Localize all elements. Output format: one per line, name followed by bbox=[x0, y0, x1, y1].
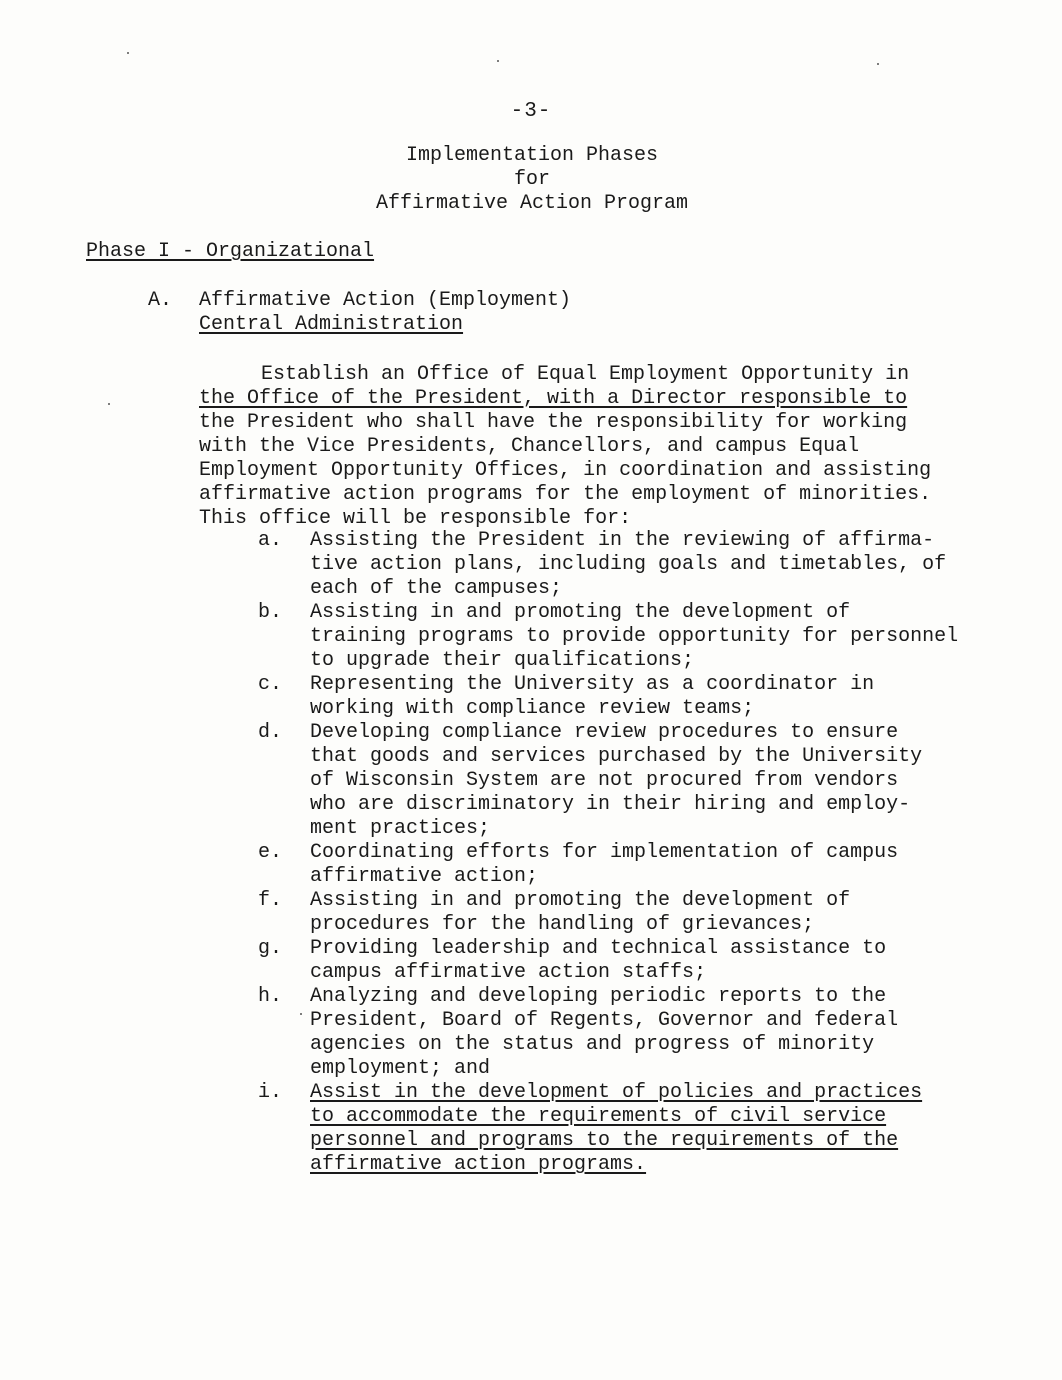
list-item-text bbox=[310, 529, 1018, 601]
list-item-text bbox=[310, 721, 1018, 841]
section-letter: A. bbox=[148, 289, 173, 312]
list-item-line: to upgrade their qualifications; bbox=[310, 649, 695, 672]
list-item-text bbox=[310, 985, 1018, 1081]
list-item-letter: d. bbox=[258, 721, 283, 744]
list-item-line: campus affirmative action staffs; bbox=[310, 961, 707, 984]
list-item-line: Assisting in and promoting the development of bbox=[310, 889, 851, 912]
list-item bbox=[258, 721, 1018, 841]
list-item bbox=[258, 937, 1018, 985]
intro-line: with the Vice Presidents, Chancellors, and campus Equal bbox=[199, 435, 860, 458]
title-line: Implementation Phases bbox=[405, 144, 659, 167]
list-item bbox=[258, 889, 1018, 937]
list-item-line: tive action plans, including goals and timetables, of bbox=[310, 553, 947, 576]
intro-line: affirmative action programs for the employment of minorities. bbox=[199, 483, 932, 506]
scan-speck bbox=[497, 60, 499, 62]
phase-heading: Phase I - Organizational bbox=[86, 240, 375, 263]
list-item bbox=[258, 1081, 1018, 1177]
list-item-line: of Wisconsin System are not procured from vendors bbox=[310, 769, 899, 792]
list-item-letter: c. bbox=[258, 673, 283, 696]
list-item-line: President, Board of Regents, Governor and federal bbox=[310, 1009, 899, 1032]
list-item-line: that goods and services purchased by the University bbox=[310, 745, 923, 768]
list-item-line: Assist in the development of policies and practices bbox=[310, 1081, 923, 1104]
intro-line: the President who shall have the responsibility for working bbox=[199, 411, 908, 434]
list-item-letter: b. bbox=[258, 601, 283, 624]
document-title bbox=[262, 144, 802, 216]
list-item bbox=[258, 841, 1018, 889]
list-item bbox=[258, 601, 1018, 673]
list-item-line: who are discriminatory in their hiring and employ- bbox=[310, 793, 911, 816]
list-item-letter: f. bbox=[258, 889, 283, 912]
list-item-letter: h. bbox=[258, 985, 283, 1008]
list-item-line: Providing leadership and technical assistance to bbox=[310, 937, 887, 960]
title-line: for bbox=[513, 168, 550, 191]
list-item-letter: i. bbox=[258, 1081, 283, 1104]
list-item-line: Developing compliance review procedures to ensure bbox=[310, 721, 899, 744]
scan-speck bbox=[127, 52, 129, 54]
list-item-line: to accommodate the requirements of civil service bbox=[310, 1105, 887, 1128]
section-title: Affirmative Action (Employment) bbox=[199, 289, 572, 312]
responsibilities-list bbox=[258, 529, 1018, 1177]
list-item-line: each of the campuses; bbox=[310, 577, 563, 600]
list-item-line: agencies on the status and progress of minority bbox=[310, 1033, 875, 1056]
title-line: Affirmative Action Program bbox=[375, 192, 689, 215]
list-item-line: affirmative action programs. bbox=[310, 1153, 647, 1176]
list-item-line: employment; and bbox=[310, 1057, 491, 1080]
list-item-letter: e. bbox=[258, 841, 283, 864]
list-item-text bbox=[310, 937, 1018, 985]
list-item-text bbox=[310, 841, 1018, 889]
list-item-line: training programs to provide opportunity for personnel bbox=[310, 625, 959, 648]
intro-line: Employment Opportunity Offices, in coordination and assisting bbox=[199, 459, 932, 482]
section-subtitle: Central Administration bbox=[199, 313, 464, 336]
list-item-line: Representing the University as a coordinator in bbox=[310, 673, 875, 696]
list-item-text bbox=[310, 601, 1018, 673]
list-item-line: affirmative action; bbox=[310, 865, 539, 888]
list-item-line: Analyzing and developing periodic reports to the bbox=[310, 985, 887, 1008]
section-heading bbox=[199, 289, 571, 337]
intro-line: This office will be responsible for: bbox=[199, 507, 632, 530]
list-item-line: procedures for the handling of grievances; bbox=[310, 913, 815, 936]
list-item-line: personnel and programs to the requirements of the bbox=[310, 1129, 899, 1152]
list-item-line: working with compliance review teams; bbox=[310, 697, 755, 720]
intro-line: the Office of the President, with a Director responsible to bbox=[199, 387, 908, 410]
list-item-line: ment practices; bbox=[310, 817, 491, 840]
list-item-line: Assisting the President in the reviewing of affirma- bbox=[310, 529, 935, 552]
list-item-letter: g. bbox=[258, 937, 283, 960]
scan-speck bbox=[108, 403, 110, 405]
list-item-line: Coordinating efforts for implementation of campus bbox=[310, 841, 899, 864]
page-number: -3- bbox=[510, 100, 552, 123]
list-item-line: Assisting in and promoting the development of bbox=[310, 601, 851, 624]
list-item-letter: a. bbox=[258, 529, 283, 552]
intro-line: Establish an Office of Equal Employment Opportunity in bbox=[261, 363, 910, 386]
list-item bbox=[258, 673, 1018, 721]
list-item bbox=[258, 529, 1018, 601]
list-item-text bbox=[310, 673, 1018, 721]
list-item-text bbox=[310, 889, 1018, 937]
intro-paragraph bbox=[199, 363, 989, 531]
list-item bbox=[258, 985, 1018, 1081]
scan-speck bbox=[877, 63, 879, 65]
list-item-text bbox=[310, 1081, 1018, 1177]
